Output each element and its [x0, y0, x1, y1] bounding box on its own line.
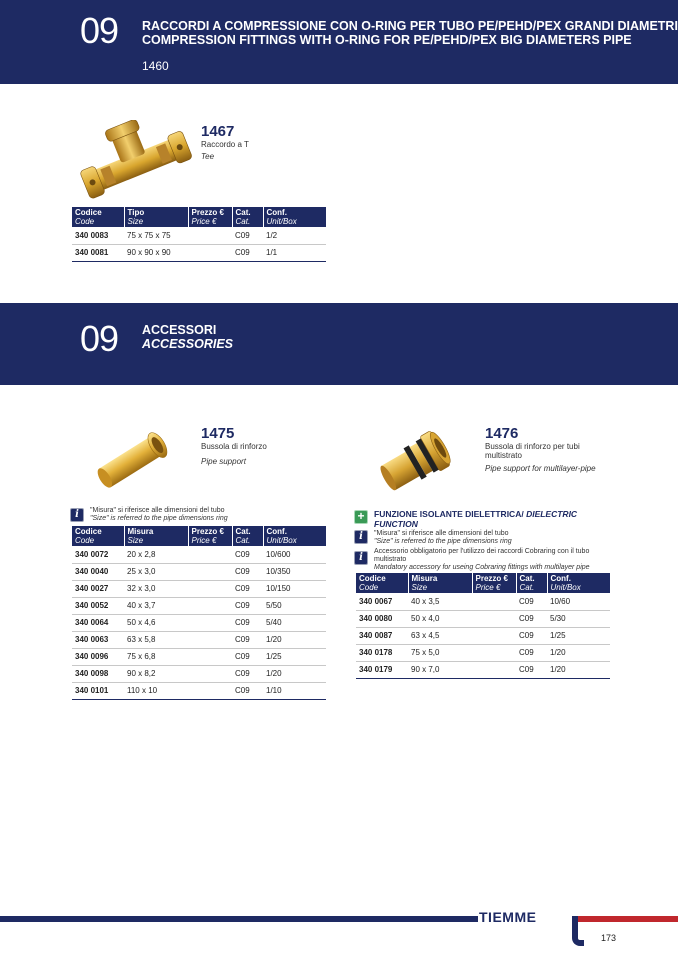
product-name-it: Bussola di rinforzo per tubi: [485, 442, 580, 451]
table-row: 340 0040 25 x 3,0 C09 10/350: [72, 563, 326, 580]
series-number: 1460: [142, 59, 169, 73]
page-number: 173: [601, 933, 617, 943]
col-code: Codice Code: [72, 526, 124, 546]
table-row: 340 0087 63 x 4,5 C09 1/25: [356, 627, 610, 644]
dielectric-plus-icon: +: [354, 510, 368, 524]
brand-hook-mark: [572, 916, 584, 946]
dielectric-feature: FUNZIONE ISOLANTE DIELETTRICA/ DIELECTRIC FUNCTION: [374, 509, 578, 529]
table-row: 340 0064 50 x 4,6 C09 5/40: [72, 614, 326, 631]
size-note-1475: "Misura" si riferisce alle dimensioni del tubo "Size" is referred to the pipe dimensions ring: [90, 507, 228, 522]
product-name-it: Raccordo a T: [201, 140, 249, 149]
table-row: 340 0081 90 x 90 x 90 C09 1/1: [72, 244, 326, 261]
tee-fitting-image: [76, 120, 194, 200]
col-size: Misura Size: [408, 573, 472, 593]
table-row: 340 0101 110 x 10 C09 1/10: [72, 682, 326, 699]
section-header-accessories: [0, 303, 678, 385]
pipe-support-image: [92, 428, 172, 494]
table-row: 340 0179 90 x 7,0 C09 1/20: [356, 661, 610, 678]
footer-rule: [0, 916, 478, 922]
brand-logo: TIEMME: [479, 909, 537, 925]
section-number: 09: [80, 10, 119, 51]
product-name-it: Bussola di rinforzo: [201, 442, 267, 451]
col-size: Misura Size: [124, 526, 188, 546]
table-header-row: [72, 526, 326, 546]
section-title-it: RACCORDI A COMPRESSIONE CON O-RING PER TUBO PE/PEHD/PEX GRANDI DIAMETRI: [142, 19, 678, 33]
section-header-fittings: [0, 0, 678, 84]
table-row: 340 0072 20 x 2,8 C09 10/600: [72, 546, 326, 563]
info-icon: i: [70, 508, 84, 522]
col-code: Codice Code: [72, 207, 124, 227]
col-type: Tipo Size: [124, 207, 188, 227]
product-name-it-2: multistrato: [485, 451, 522, 460]
table-row: 340 0027 32 x 3,0 C09 10/150: [72, 580, 326, 597]
spec-table-1475: [72, 526, 326, 700]
product-name-en: Pipe support for multilayer-pipe: [485, 464, 596, 473]
product-name-en: Tee: [201, 152, 215, 161]
product-1475: [201, 425, 267, 466]
table-row: 340 0096 75 x 6,8 C09 1/25: [72, 648, 326, 665]
table-header-row: [72, 207, 326, 227]
table-row: 340 0098 90 x 8,2 C09 1/20: [72, 665, 326, 682]
col-price: Prezzo € Price €: [472, 573, 516, 593]
table-row: 340 0063 63 x 5,8 C09 1/20: [72, 631, 326, 648]
col-cat: Cat. Cat.: [232, 207, 263, 227]
product-code: 1475: [201, 425, 235, 442]
col-box: Conf. Unit/Box: [263, 526, 326, 546]
table-row: 340 0080 50 x 4,0 C09 5/30: [356, 610, 610, 627]
table-header-row: [356, 573, 610, 593]
section-title-it: ACCESSORI: [142, 323, 217, 337]
section-title-en: COMPRESSION FITTINGS WITH O-RING FOR PE/PEHD/PEX BIG DIAMETERS PIPE: [142, 33, 632, 47]
product-1467: [201, 123, 249, 161]
table-row: 340 0178 75 x 5,0 C09 1/20: [356, 644, 610, 661]
product-code: 1476: [485, 425, 519, 442]
table-row: 340 0052 40 x 3,7 C09 5/50: [72, 597, 326, 614]
col-cat: Cat. Cat.: [232, 526, 263, 546]
info-icon: i: [354, 530, 368, 544]
spec-table-1476: [356, 573, 610, 679]
multilayer-support-image: [378, 426, 454, 498]
spec-table-1467: [72, 207, 326, 262]
table-row: 340 0067 40 x 3,5 C09 10/60: [356, 593, 610, 610]
section-title-en: ACCESSORIES: [142, 337, 233, 351]
col-price: Prezzo € Price €: [188, 526, 232, 546]
product-1476: [485, 425, 596, 473]
col-cat: Cat. Cat.: [516, 573, 547, 593]
table-row: 340 0083 75 x 75 x 75 C09 1/2: [72, 227, 326, 244]
footer-accent: [578, 916, 678, 922]
product-name-en: Pipe support: [201, 457, 246, 466]
col-box: Conf. Unit/Box: [547, 573, 610, 593]
size-note-1476: "Misura" si riferisce alle dimensioni del tubo "Size" is referred to the pipe dimensions ring: [374, 530, 512, 545]
col-price: Prezzo € Price €: [188, 207, 232, 227]
product-code: 1467: [201, 123, 235, 140]
col-code: Codice Code: [356, 573, 408, 593]
info-icon: i: [354, 551, 368, 565]
mandatory-note-1476: Accessorio obbligatorio per l'utilizzo dei raccordi Cobraring con il tubo multistrato Mandatory accessory for useing Cobraring fittings with multilayer pipe: [374, 548, 590, 571]
col-box: Conf. Unit/Box: [263, 207, 326, 227]
section-number: 09: [80, 318, 119, 359]
